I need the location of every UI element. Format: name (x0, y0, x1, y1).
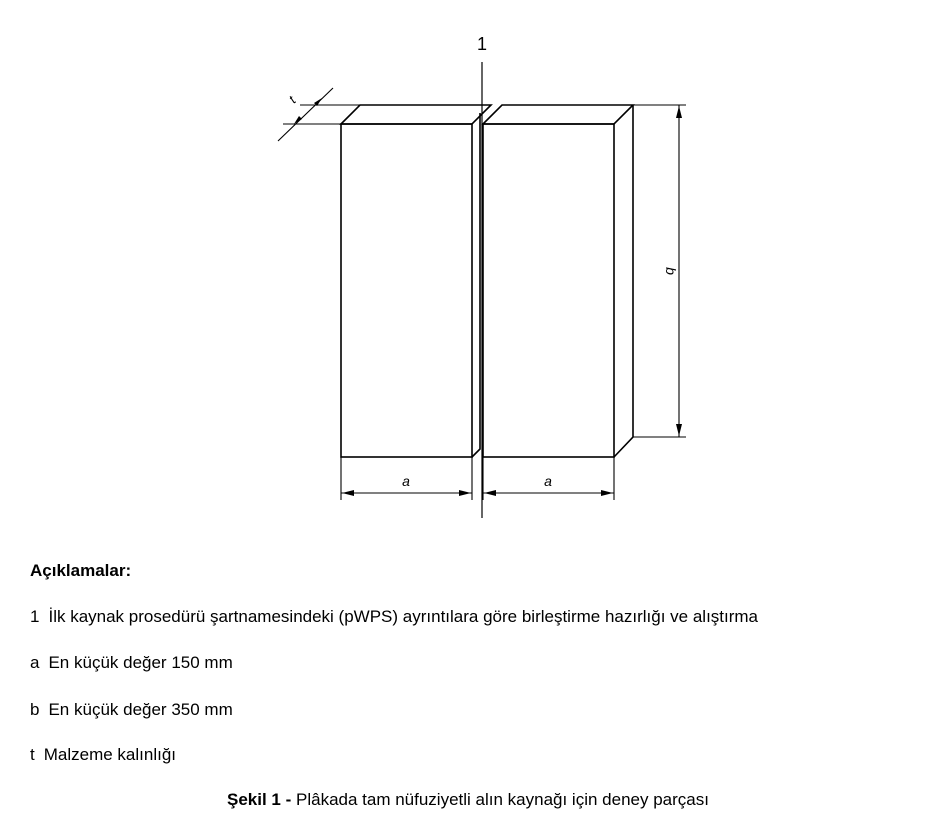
figure-caption-label: Şekil 1 - (227, 790, 292, 809)
left-plate-side-face (472, 113, 480, 457)
legend-key: a (30, 653, 40, 672)
callout-number-1: 1 (476, 34, 488, 54)
legend-text: En küçük değer 350 mm (48, 700, 233, 719)
legend-title: Açıklamalar: (30, 561, 132, 580)
right-plate (483, 105, 633, 457)
legend-item-t (30, 745, 176, 765)
figure-caption-text: Plâkada tam nüfuziyetli alın kaynağı için deney parçası (296, 790, 709, 809)
dimension-b-label: b (663, 267, 679, 275)
right-plate-top-face (483, 105, 633, 124)
figure-caption (227, 790, 709, 810)
right-plate-front-face (483, 124, 614, 457)
left-plate-top-face (341, 105, 491, 124)
legend-text: İlk kaynak prosedürü şartnamesindeki (pWPS) ayrıntılara göre birleştirme hazırlığı ve alıştırma (48, 607, 759, 626)
legend-key: t (30, 745, 35, 764)
legend-item-1 (30, 607, 758, 627)
left-plate (341, 105, 491, 457)
legend-text: En küçük değer 150 mm (48, 653, 233, 672)
dimension-t-label: t (285, 92, 299, 107)
legend-key: 1 (30, 607, 40, 626)
dimension-a-right-label: a (544, 473, 552, 489)
dimension-a-left-label: a (402, 473, 410, 489)
legend-text: Malzeme kalınlığı (43, 745, 177, 764)
legend-key: b (30, 700, 40, 719)
legend-item-a (30, 653, 233, 673)
right-plate-side-face (614, 105, 633, 457)
legend-item-b (30, 700, 233, 720)
left-plate-front-face (341, 124, 472, 457)
